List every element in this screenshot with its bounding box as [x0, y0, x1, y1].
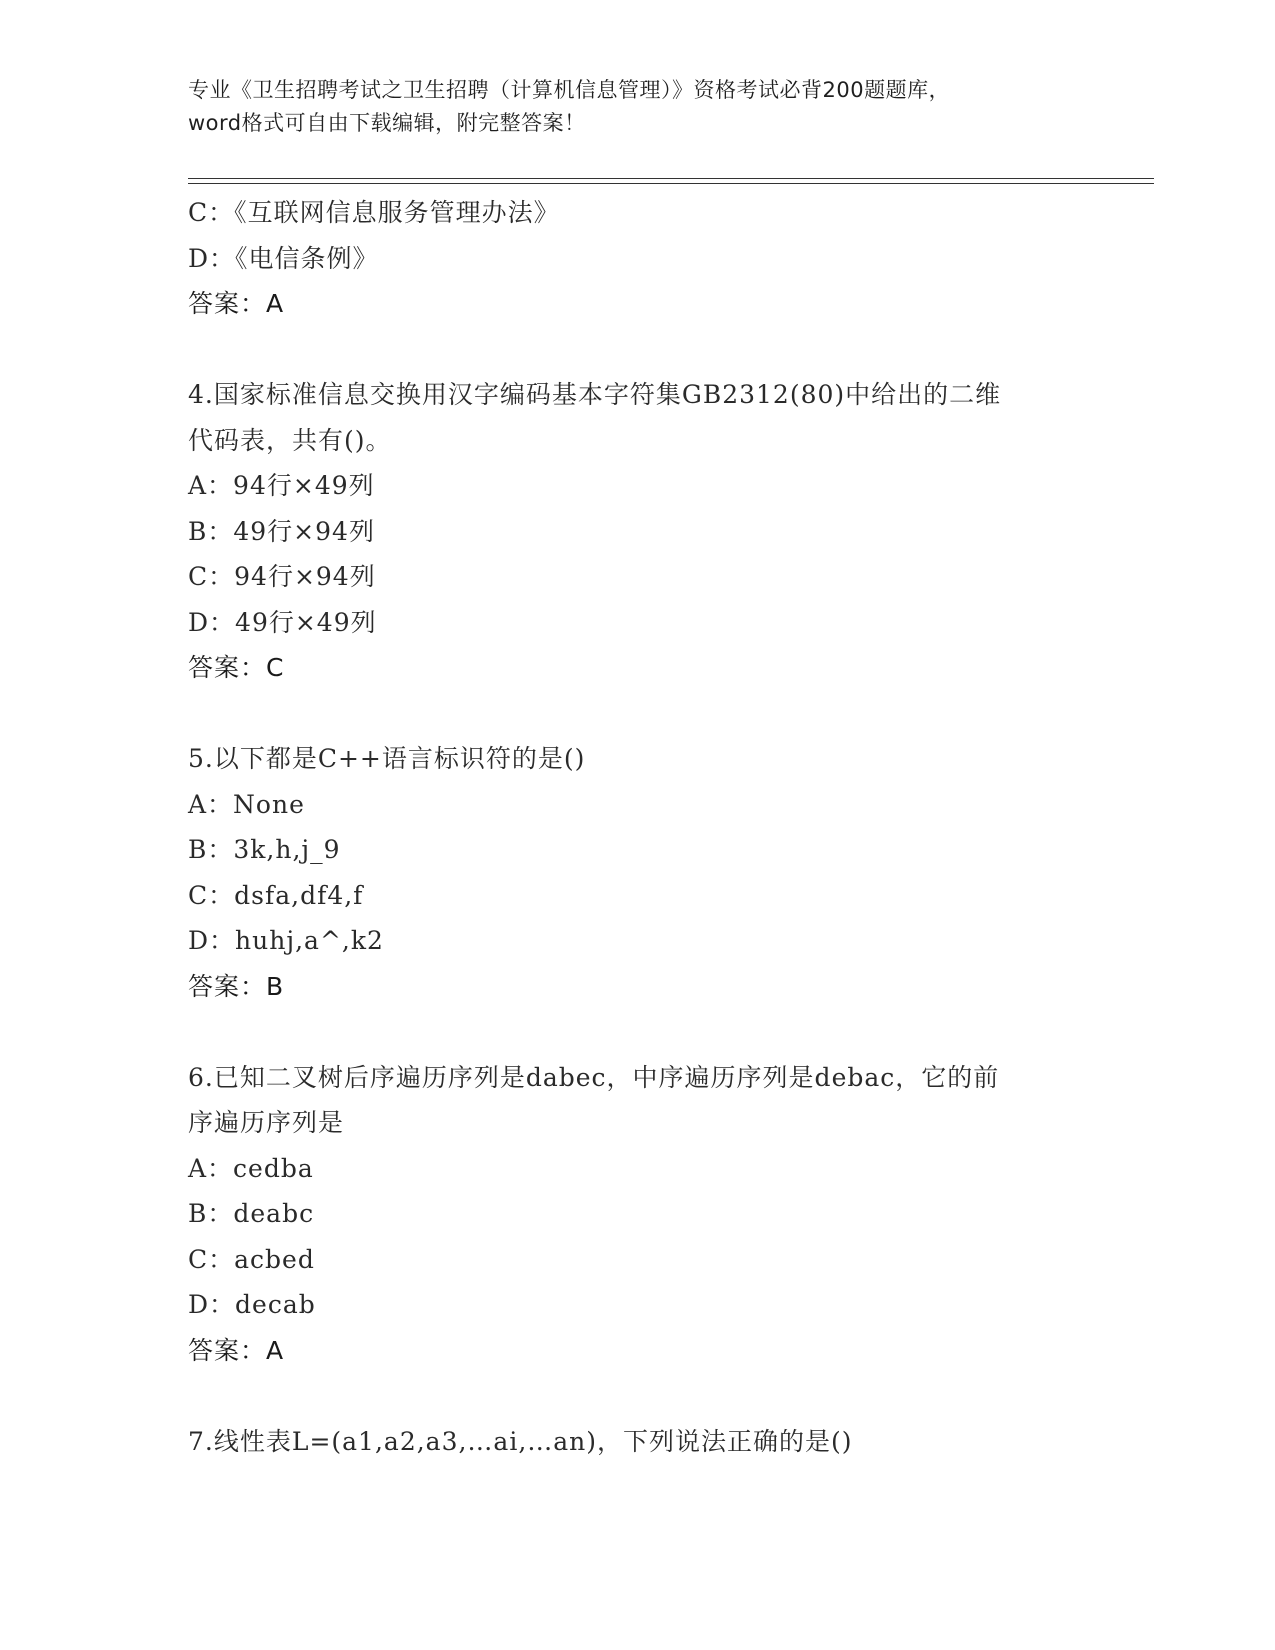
- option-d: D：huhj,a^,k2: [188, 926, 384, 955]
- option-c: C：dsfa,df4,f: [188, 880, 364, 910]
- answer-line: 答案：C: [188, 653, 285, 682]
- question-stem: 6.已知二叉树后序遍历序列是dabec，中序遍历序列是debac，它的前: [188, 1062, 1000, 1092]
- question-3-tail: [188, 190, 1088, 327]
- option-c: C：94行×94列: [188, 562, 376, 591]
- header-title-line-2: word格式可自由下载编辑，附完整答案！: [188, 111, 586, 135]
- answer-line: 答案：B: [188, 971, 285, 1001]
- option-d: D：decab: [188, 1290, 316, 1319]
- question-stem-continued: 代码表，共有()。: [188, 425, 392, 455]
- question-stem: 7.线性表L=(a1,a2,a3,…ai,…an)，下列说法正确的是(): [188, 1426, 853, 1456]
- option-b: B：49行×94列: [188, 516, 375, 546]
- option-d: D：《电信条例》: [188, 243, 379, 273]
- option-d: D：49行×49列: [188, 607, 377, 637]
- question-4: [188, 372, 1088, 691]
- document-header: [188, 74, 1088, 140]
- question-stem: 4.国家标准信息交换用汉字编码基本字符集GB2312(80)中给出的二维: [188, 380, 1002, 409]
- option-b: B：3k,h,j_9: [188, 835, 341, 864]
- spacer: [188, 1373, 1088, 1419]
- header-divider-top: [188, 178, 1154, 179]
- question-list: [188, 190, 1088, 1464]
- question-7: [188, 1419, 1088, 1465]
- option-c: C：《互联网信息服务管理办法》: [188, 198, 560, 227]
- question-stem-continued: 序遍历序列是: [188, 1108, 345, 1137]
- question-5: [188, 736, 1088, 1009]
- option-a: A：94行×49列: [188, 471, 375, 500]
- option-c: C：acbed: [188, 1244, 315, 1274]
- header-title-line-1: 专业《卫生招聘考试之卫生招聘（计算机信息管理）》资格考试必背200题题库，: [188, 78, 951, 102]
- spacer: [188, 691, 1088, 737]
- spacer: [188, 1009, 1088, 1055]
- question-stem: 5.以下都是C++语言标识符的是(): [188, 744, 586, 773]
- question-6: [188, 1055, 1088, 1374]
- spacer: [188, 327, 1088, 373]
- option-a: A：None: [188, 789, 305, 819]
- answer-line: 答案：A: [188, 1335, 285, 1365]
- header-divider-bottom: [188, 183, 1154, 184]
- option-a: A：cedba: [188, 1153, 314, 1183]
- option-b: B：deabc: [188, 1199, 315, 1228]
- answer-line: 答案：A: [188, 289, 285, 318]
